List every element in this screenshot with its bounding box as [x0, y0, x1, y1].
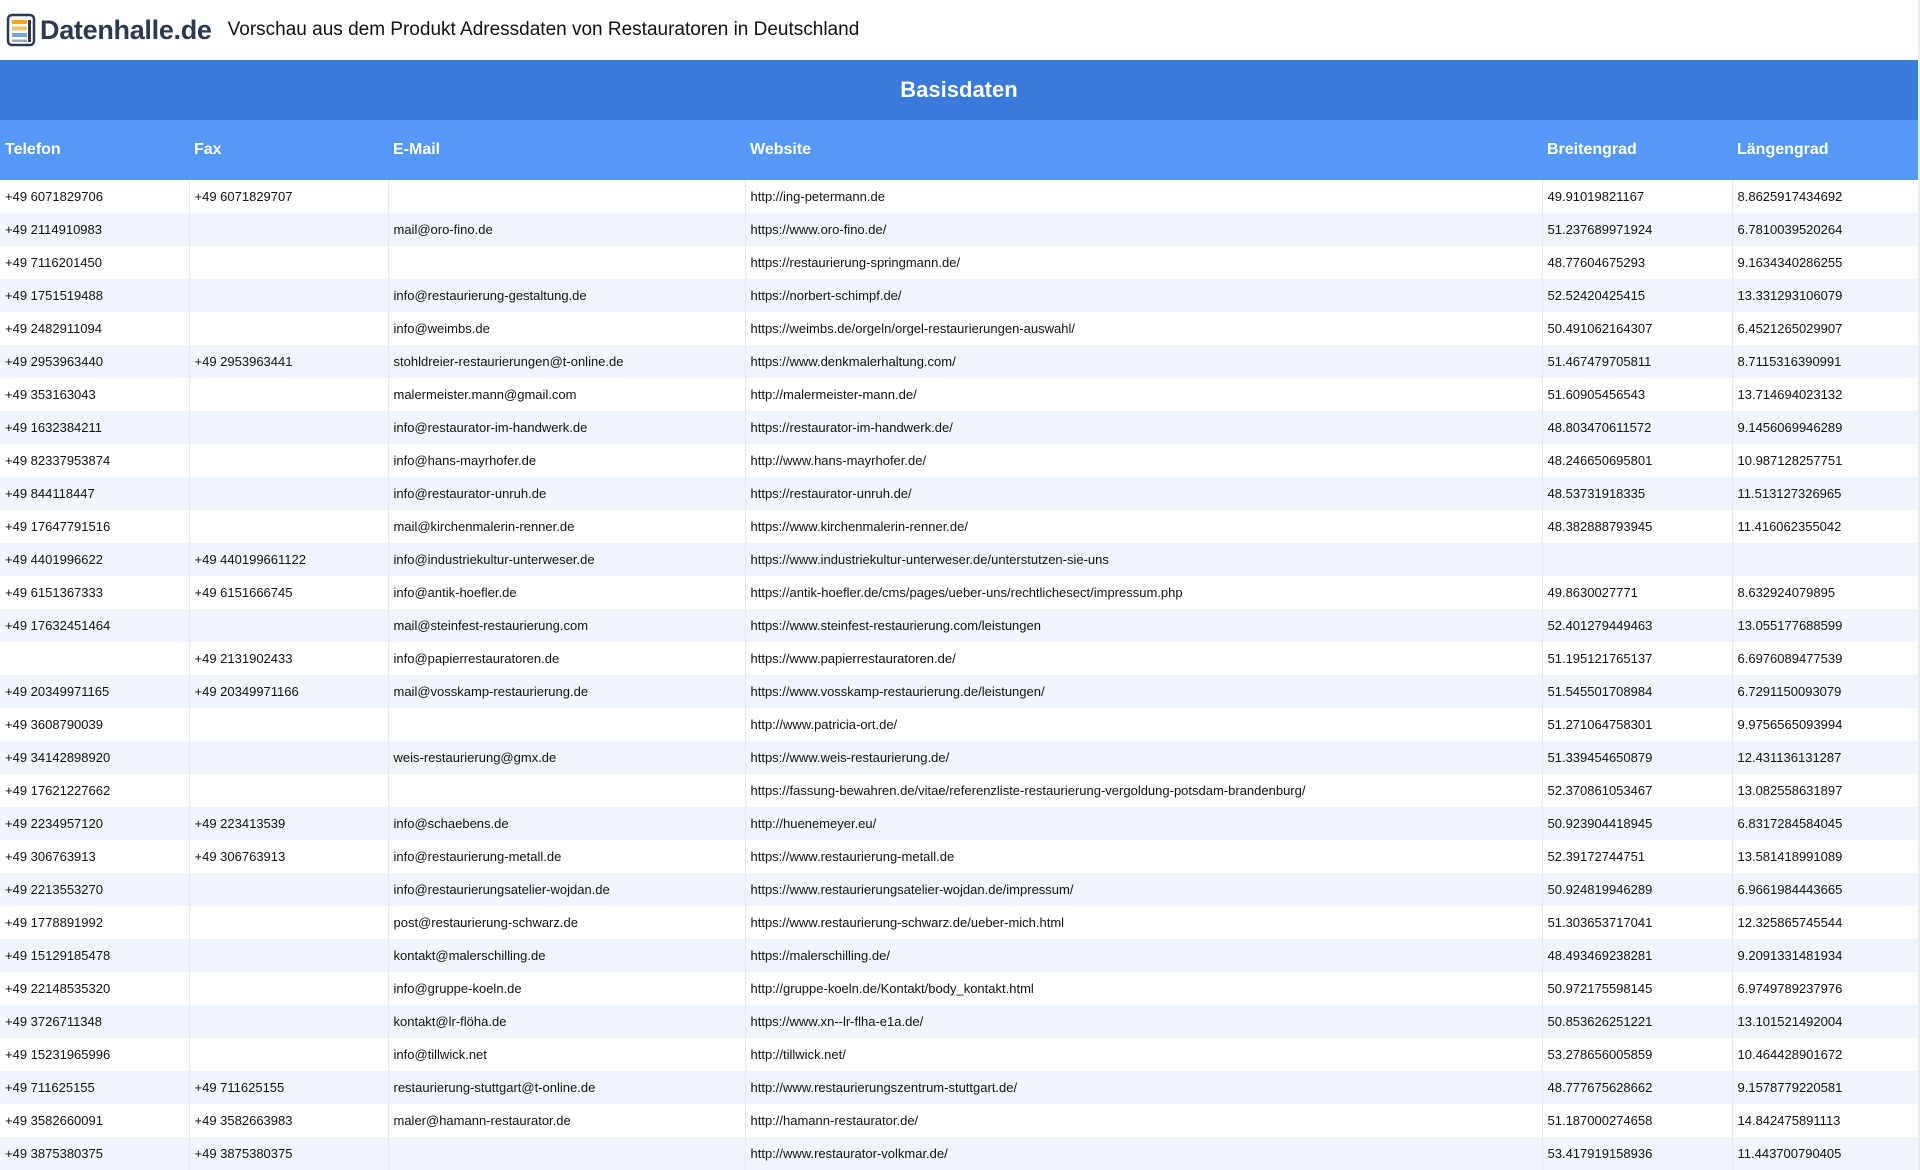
cell-breitengrad: 51.545501708984 [1542, 675, 1732, 708]
cell-laengengrad: 8.7115316390991 [1732, 345, 1918, 378]
cell-website: https://norbert-schimpf.de/ [745, 279, 1542, 312]
cell-telefon: +49 844118447 [0, 477, 189, 510]
cell-telefon: +49 6151367333 [0, 576, 189, 609]
cell-breitengrad: 50.972175598145 [1542, 972, 1732, 1005]
cell-fax [189, 213, 388, 246]
cell-breitengrad: 51.60905456543 [1542, 378, 1732, 411]
cell-fax [189, 1038, 388, 1071]
cell-email: info@industriekultur-unterweser.de [388, 543, 745, 576]
cell-fax: +49 2953963441 [189, 345, 388, 378]
table-row [0, 873, 1918, 906]
cell-breitengrad: 48.493469238281 [1542, 939, 1732, 972]
cell-telefon: +49 3582660091 [0, 1104, 189, 1137]
cell-telefon: +49 17647791516 [0, 510, 189, 543]
table-row [0, 840, 1918, 873]
cell-email: mail@oro-fino.de [388, 213, 745, 246]
cell-telefon: +49 17621227662 [0, 774, 189, 807]
cell-telefon: +49 2953963440 [0, 345, 189, 378]
table-row [0, 1038, 1918, 1071]
cell-breitengrad: 51.467479705811 [1542, 345, 1732, 378]
cell-fax [189, 972, 388, 1005]
cell-fax [189, 708, 388, 741]
cell-breitengrad: 51.303653717041 [1542, 906, 1732, 939]
cell-telefon: +49 711625155 [0, 1071, 189, 1104]
cell-breitengrad [1542, 543, 1732, 576]
cell-website: https://www.industriekultur-unterweser.de/unterstutzen-sie-uns [745, 543, 1542, 576]
cell-fax [189, 477, 388, 510]
cell-breitengrad: 50.491062164307 [1542, 312, 1732, 345]
table-row [0, 213, 1918, 246]
cell-laengengrad: 13.082558631897 [1732, 774, 1918, 807]
cell-fax [189, 1005, 388, 1038]
cell-website: https://www.restaurierungsatelier-wojdan.de/impressum/ [745, 873, 1542, 906]
table-row [0, 411, 1918, 444]
cell-email: kontakt@malerschilling.de [388, 939, 745, 972]
cell-telefon [0, 642, 189, 675]
cell-laengengrad: 9.1456069946289 [1732, 411, 1918, 444]
cell-laengengrad: 14.842475891113 [1732, 1104, 1918, 1137]
cell-fax [189, 411, 388, 444]
cell-breitengrad: 48.803470611572 [1542, 411, 1732, 444]
table-row [0, 477, 1918, 510]
table-row [0, 312, 1918, 345]
cell-email: info@antik-hoefler.de [388, 576, 745, 609]
cell-breitengrad: 49.8630027771 [1542, 576, 1732, 609]
column-header-telefon: Telefon [0, 120, 189, 180]
cell-laengengrad: 6.7810039520264 [1732, 213, 1918, 246]
table-row [0, 939, 1918, 972]
cell-telefon: +49 1751519488 [0, 279, 189, 312]
cell-email [388, 180, 745, 213]
cell-website: https://www.restaurierung-metall.de [745, 840, 1542, 873]
cell-website: https://restaurator-unruh.de/ [745, 477, 1542, 510]
cell-fax: +49 3875380375 [189, 1137, 388, 1170]
cell-telefon: +49 6071829706 [0, 180, 189, 213]
cell-breitengrad: 48.77604675293 [1542, 246, 1732, 279]
cell-email: info@restaurator-im-handwerk.de [388, 411, 745, 444]
logo[interactable] [6, 10, 212, 50]
table-row [0, 246, 1918, 279]
cell-telefon: +49 3726711348 [0, 1005, 189, 1038]
cell-email [388, 1137, 745, 1170]
cell-email: maler@hamann-restaurator.de [388, 1104, 745, 1137]
cell-breitengrad: 51.271064758301 [1542, 708, 1732, 741]
table-row [0, 345, 1918, 378]
cell-breitengrad: 50.923904418945 [1542, 807, 1732, 840]
cell-breitengrad: 50.924819946289 [1542, 873, 1732, 906]
table-row [0, 906, 1918, 939]
cell-telefon: +49 22148535320 [0, 972, 189, 1005]
cell-laengengrad: 6.9661984443665 [1732, 873, 1918, 906]
cell-telefon: +49 2213553270 [0, 873, 189, 906]
cell-fax [189, 279, 388, 312]
column-header-email: E-Mail [388, 120, 745, 180]
cell-email: info@restaurierung-metall.de [388, 840, 745, 873]
cell-laengengrad: 11.443700790405 [1732, 1137, 1918, 1170]
cell-email: info@restaurator-unruh.de [388, 477, 745, 510]
section-header [0, 60, 1918, 120]
cell-website: https://www.restaurierung-schwarz.de/ueber-mich.html [745, 906, 1542, 939]
cell-website: http://tillwick.net/ [745, 1038, 1542, 1071]
cell-fax [189, 906, 388, 939]
cell-fax [189, 741, 388, 774]
cell-laengengrad: 9.9756565093994 [1732, 708, 1918, 741]
cell-laengengrad: 13.331293106079 [1732, 279, 1918, 312]
cell-website: http://malermeister-mann.de/ [745, 378, 1542, 411]
cell-fax [189, 873, 388, 906]
cell-email: malermeister.mann@gmail.com [388, 378, 745, 411]
cell-breitengrad: 52.52420425415 [1542, 279, 1732, 312]
cell-website: http://www.hans-mayrhofer.de/ [745, 444, 1542, 477]
table-row [0, 807, 1918, 840]
table-row [0, 543, 1918, 576]
cell-fax: +49 6071829707 [189, 180, 388, 213]
cell-laengengrad: 6.7291150093079 [1732, 675, 1918, 708]
cell-breitengrad: 52.370861053467 [1542, 774, 1732, 807]
page-title: Vorschau aus dem Produkt Adressdaten von Restauratoren in Deutschland [227, 19, 860, 40]
cell-email: info@hans-mayrhofer.de [388, 444, 745, 477]
cell-website: https://antik-hoefler.de/cms/pages/ueber-uns/rechtlichesect/impressum.php [745, 576, 1542, 609]
cell-breitengrad: 48.53731918335 [1542, 477, 1732, 510]
cell-email: info@restaurierungsatelier-wojdan.de [388, 873, 745, 906]
cell-breitengrad: 48.382888793945 [1542, 510, 1732, 543]
cell-breitengrad: 51.237689971924 [1542, 213, 1732, 246]
cell-email [388, 246, 745, 279]
cell-telefon: +49 2482911094 [0, 312, 189, 345]
cell-laengengrad: 13.714694023132 [1732, 378, 1918, 411]
cell-laengengrad: 11.416062355042 [1732, 510, 1918, 543]
cell-breitengrad: 50.853626251221 [1542, 1005, 1732, 1038]
cell-breitengrad: 52.39172744751 [1542, 840, 1732, 873]
table-row [0, 576, 1918, 609]
cell-laengengrad: 6.6976089477539 [1732, 642, 1918, 675]
cell-laengengrad: 9.2091331481934 [1732, 939, 1918, 972]
table-row [0, 1071, 1918, 1104]
table-row [0, 609, 1918, 642]
cell-fax [189, 444, 388, 477]
cell-telefon: +49 34142898920 [0, 741, 189, 774]
table-header-row [0, 120, 1918, 180]
cell-laengengrad [1732, 543, 1918, 576]
cell-fax [189, 609, 388, 642]
table-row [0, 708, 1918, 741]
cell-fax: +49 3582663983 [189, 1104, 388, 1137]
cell-website: https://www.papierrestauratoren.de/ [745, 642, 1542, 675]
cell-website: https://restaurierung-springmann.de/ [745, 246, 1542, 279]
table-row [0, 642, 1918, 675]
cell-telefon: +49 2114910983 [0, 213, 189, 246]
cell-laengengrad: 6.8317284584045 [1732, 807, 1918, 840]
cell-email: weis-restaurierung@gmx.de [388, 741, 745, 774]
cell-website: https://www.denkmalerhaltung.com/ [745, 345, 1542, 378]
cell-email: mail@kirchenmalerin-renner.de [388, 510, 745, 543]
cell-laengengrad: 8.632924079895 [1732, 576, 1918, 609]
table-row [0, 1005, 1918, 1038]
cell-breitengrad: 51.195121765137 [1542, 642, 1732, 675]
cell-breitengrad: 53.417919158936 [1542, 1137, 1732, 1170]
column-header-fax: Fax [189, 120, 388, 180]
cell-laengengrad: 12.325865745544 [1732, 906, 1918, 939]
cell-fax: +49 440199661122 [189, 543, 388, 576]
cell-fax: +49 306763913 [189, 840, 388, 873]
cell-fax [189, 510, 388, 543]
cell-telefon: +49 17632451464 [0, 609, 189, 642]
cell-fax: +49 2131902433 [189, 642, 388, 675]
cell-website: http://ing-petermann.de [745, 180, 1542, 213]
cell-telefon: +49 1778891992 [0, 906, 189, 939]
cell-laengengrad: 13.055177688599 [1732, 609, 1918, 642]
cell-breitengrad: 48.777675628662 [1542, 1071, 1732, 1104]
cell-email [388, 708, 745, 741]
cell-fax [189, 774, 388, 807]
cell-website: http://www.patricia-ort.de/ [745, 708, 1542, 741]
cell-email: stohldreier-restaurierungen@t-online.de [388, 345, 745, 378]
cell-breitengrad: 51.187000274658 [1542, 1104, 1732, 1137]
cell-telefon: +49 3875380375 [0, 1137, 189, 1170]
cell-fax [189, 378, 388, 411]
cell-website: https://www.kirchenmalerin-renner.de/ [745, 510, 1542, 543]
cell-email: info@gruppe-koeln.de [388, 972, 745, 1005]
cell-fax [189, 246, 388, 279]
cell-breitengrad: 48.246650695801 [1542, 444, 1732, 477]
cell-fax [189, 939, 388, 972]
cell-laengengrad: 9.1578779220581 [1732, 1071, 1918, 1104]
cell-telefon: +49 82337953874 [0, 444, 189, 477]
cell-telefon: +49 353163043 [0, 378, 189, 411]
cell-laengengrad: 9.1634340286255 [1732, 246, 1918, 279]
table-row [0, 444, 1918, 477]
cell-email: info@tillwick.net [388, 1038, 745, 1071]
cell-telefon: +49 7116201450 [0, 246, 189, 279]
table-row [0, 774, 1918, 807]
cell-email: info@restaurierung-gestaltung.de [388, 279, 745, 312]
top-bar [0, 0, 1920, 60]
cell-website: http://www.restaurator-volkmar.de/ [745, 1137, 1542, 1170]
data-table [0, 120, 1918, 1170]
cell-email: info@weimbs.de [388, 312, 745, 345]
cell-website: https://www.xn--lr-flha-e1a.de/ [745, 1005, 1542, 1038]
cell-website: http://gruppe-koeln.de/Kontakt/body_kontakt.html [745, 972, 1542, 1005]
cell-telefon: +49 4401996622 [0, 543, 189, 576]
cell-website: http://www.restaurierungszentrum-stuttgart.de/ [745, 1071, 1542, 1104]
table-row [0, 1137, 1918, 1170]
cell-email: mail@steinfest-restaurierung.com [388, 609, 745, 642]
logo-text: Datenhalle.de [40, 14, 212, 45]
cell-telefon: +49 2234957120 [0, 807, 189, 840]
cell-email: kontakt@lr-flöha.de [388, 1005, 745, 1038]
cell-laengengrad: 11.513127326965 [1732, 477, 1918, 510]
cell-telefon: +49 1632384211 [0, 411, 189, 444]
table-row [0, 675, 1918, 708]
cell-email [388, 774, 745, 807]
cell-telefon: +49 20349971165 [0, 675, 189, 708]
cell-website: http://hamann-restaurator.de/ [745, 1104, 1542, 1137]
cell-website: https://www.oro-fino.de/ [745, 213, 1542, 246]
cell-telefon: +49 306763913 [0, 840, 189, 873]
cell-email: mail@vosskamp-restaurierung.de [388, 675, 745, 708]
table-body [0, 180, 1918, 1170]
table-row [0, 1104, 1918, 1137]
cell-fax: +49 223413539 [189, 807, 388, 840]
table-row [0, 972, 1918, 1005]
cell-breitengrad: 51.339454650879 [1542, 741, 1732, 774]
table-row [0, 378, 1918, 411]
cell-laengengrad: 10.987128257751 [1732, 444, 1918, 477]
column-header-website: Website [745, 120, 1542, 180]
cell-email: info@papierrestauratoren.de [388, 642, 745, 675]
cell-laengengrad: 8.8625917434692 [1732, 180, 1918, 213]
cell-laengengrad: 6.9749789237976 [1732, 972, 1918, 1005]
cell-laengengrad: 10.464428901672 [1732, 1038, 1918, 1071]
cell-website: https://weimbs.de/orgeln/orgel-restaurierungen-auswahl/ [745, 312, 1542, 345]
table-row [0, 741, 1918, 774]
cell-fax: +49 6151666745 [189, 576, 388, 609]
cell-breitengrad: 52.401279449463 [1542, 609, 1732, 642]
cell-fax: +49 711625155 [189, 1071, 388, 1104]
section-title: Basisdaten [900, 77, 1018, 102]
cell-email: restaurierung-stuttgart@t-online.de [388, 1071, 745, 1104]
table-row [0, 279, 1918, 312]
cell-website: https://fassung-bewahren.de/vitae/referenzliste-restaurierung-vergoldung-potsdam-brandenburg/ [745, 774, 1542, 807]
table-row [0, 180, 1918, 213]
cell-fax [189, 312, 388, 345]
cell-laengengrad: 13.581418991089 [1732, 840, 1918, 873]
cell-telefon: +49 3608790039 [0, 708, 189, 741]
cell-telefon: +49 15129185478 [0, 939, 189, 972]
cell-breitengrad: 49.91019821167 [1542, 180, 1732, 213]
table-row [0, 510, 1918, 543]
cell-laengengrad: 13.101521492004 [1732, 1005, 1918, 1038]
cell-website: https://restaurator-im-handwerk.de/ [745, 411, 1542, 444]
column-header-laengengrad: Längengrad [1732, 120, 1918, 180]
cell-telefon: +49 15231965996 [0, 1038, 189, 1071]
cell-laengengrad: 6.4521265029907 [1732, 312, 1918, 345]
database-logo-icon [6, 12, 36, 48]
cell-email: info@schaebens.de [388, 807, 745, 840]
cell-website: http://huenemeyer.eu/ [745, 807, 1542, 840]
cell-website: https://www.steinfest-restaurierung.com/leistungen [745, 609, 1542, 642]
cell-email: post@restaurierung-schwarz.de [388, 906, 745, 939]
cell-website: https://malerschilling.de/ [745, 939, 1542, 972]
cell-website: https://www.weis-restaurierung.de/ [745, 741, 1542, 774]
cell-website: https://www.vosskamp-restaurierung.de/leistungen/ [745, 675, 1542, 708]
cell-laengengrad: 12.431136131287 [1732, 741, 1918, 774]
cell-breitengrad: 53.278656005859 [1542, 1038, 1732, 1071]
column-header-breitengrad: Breitengrad [1542, 120, 1732, 180]
cell-fax: +49 20349971166 [189, 675, 388, 708]
